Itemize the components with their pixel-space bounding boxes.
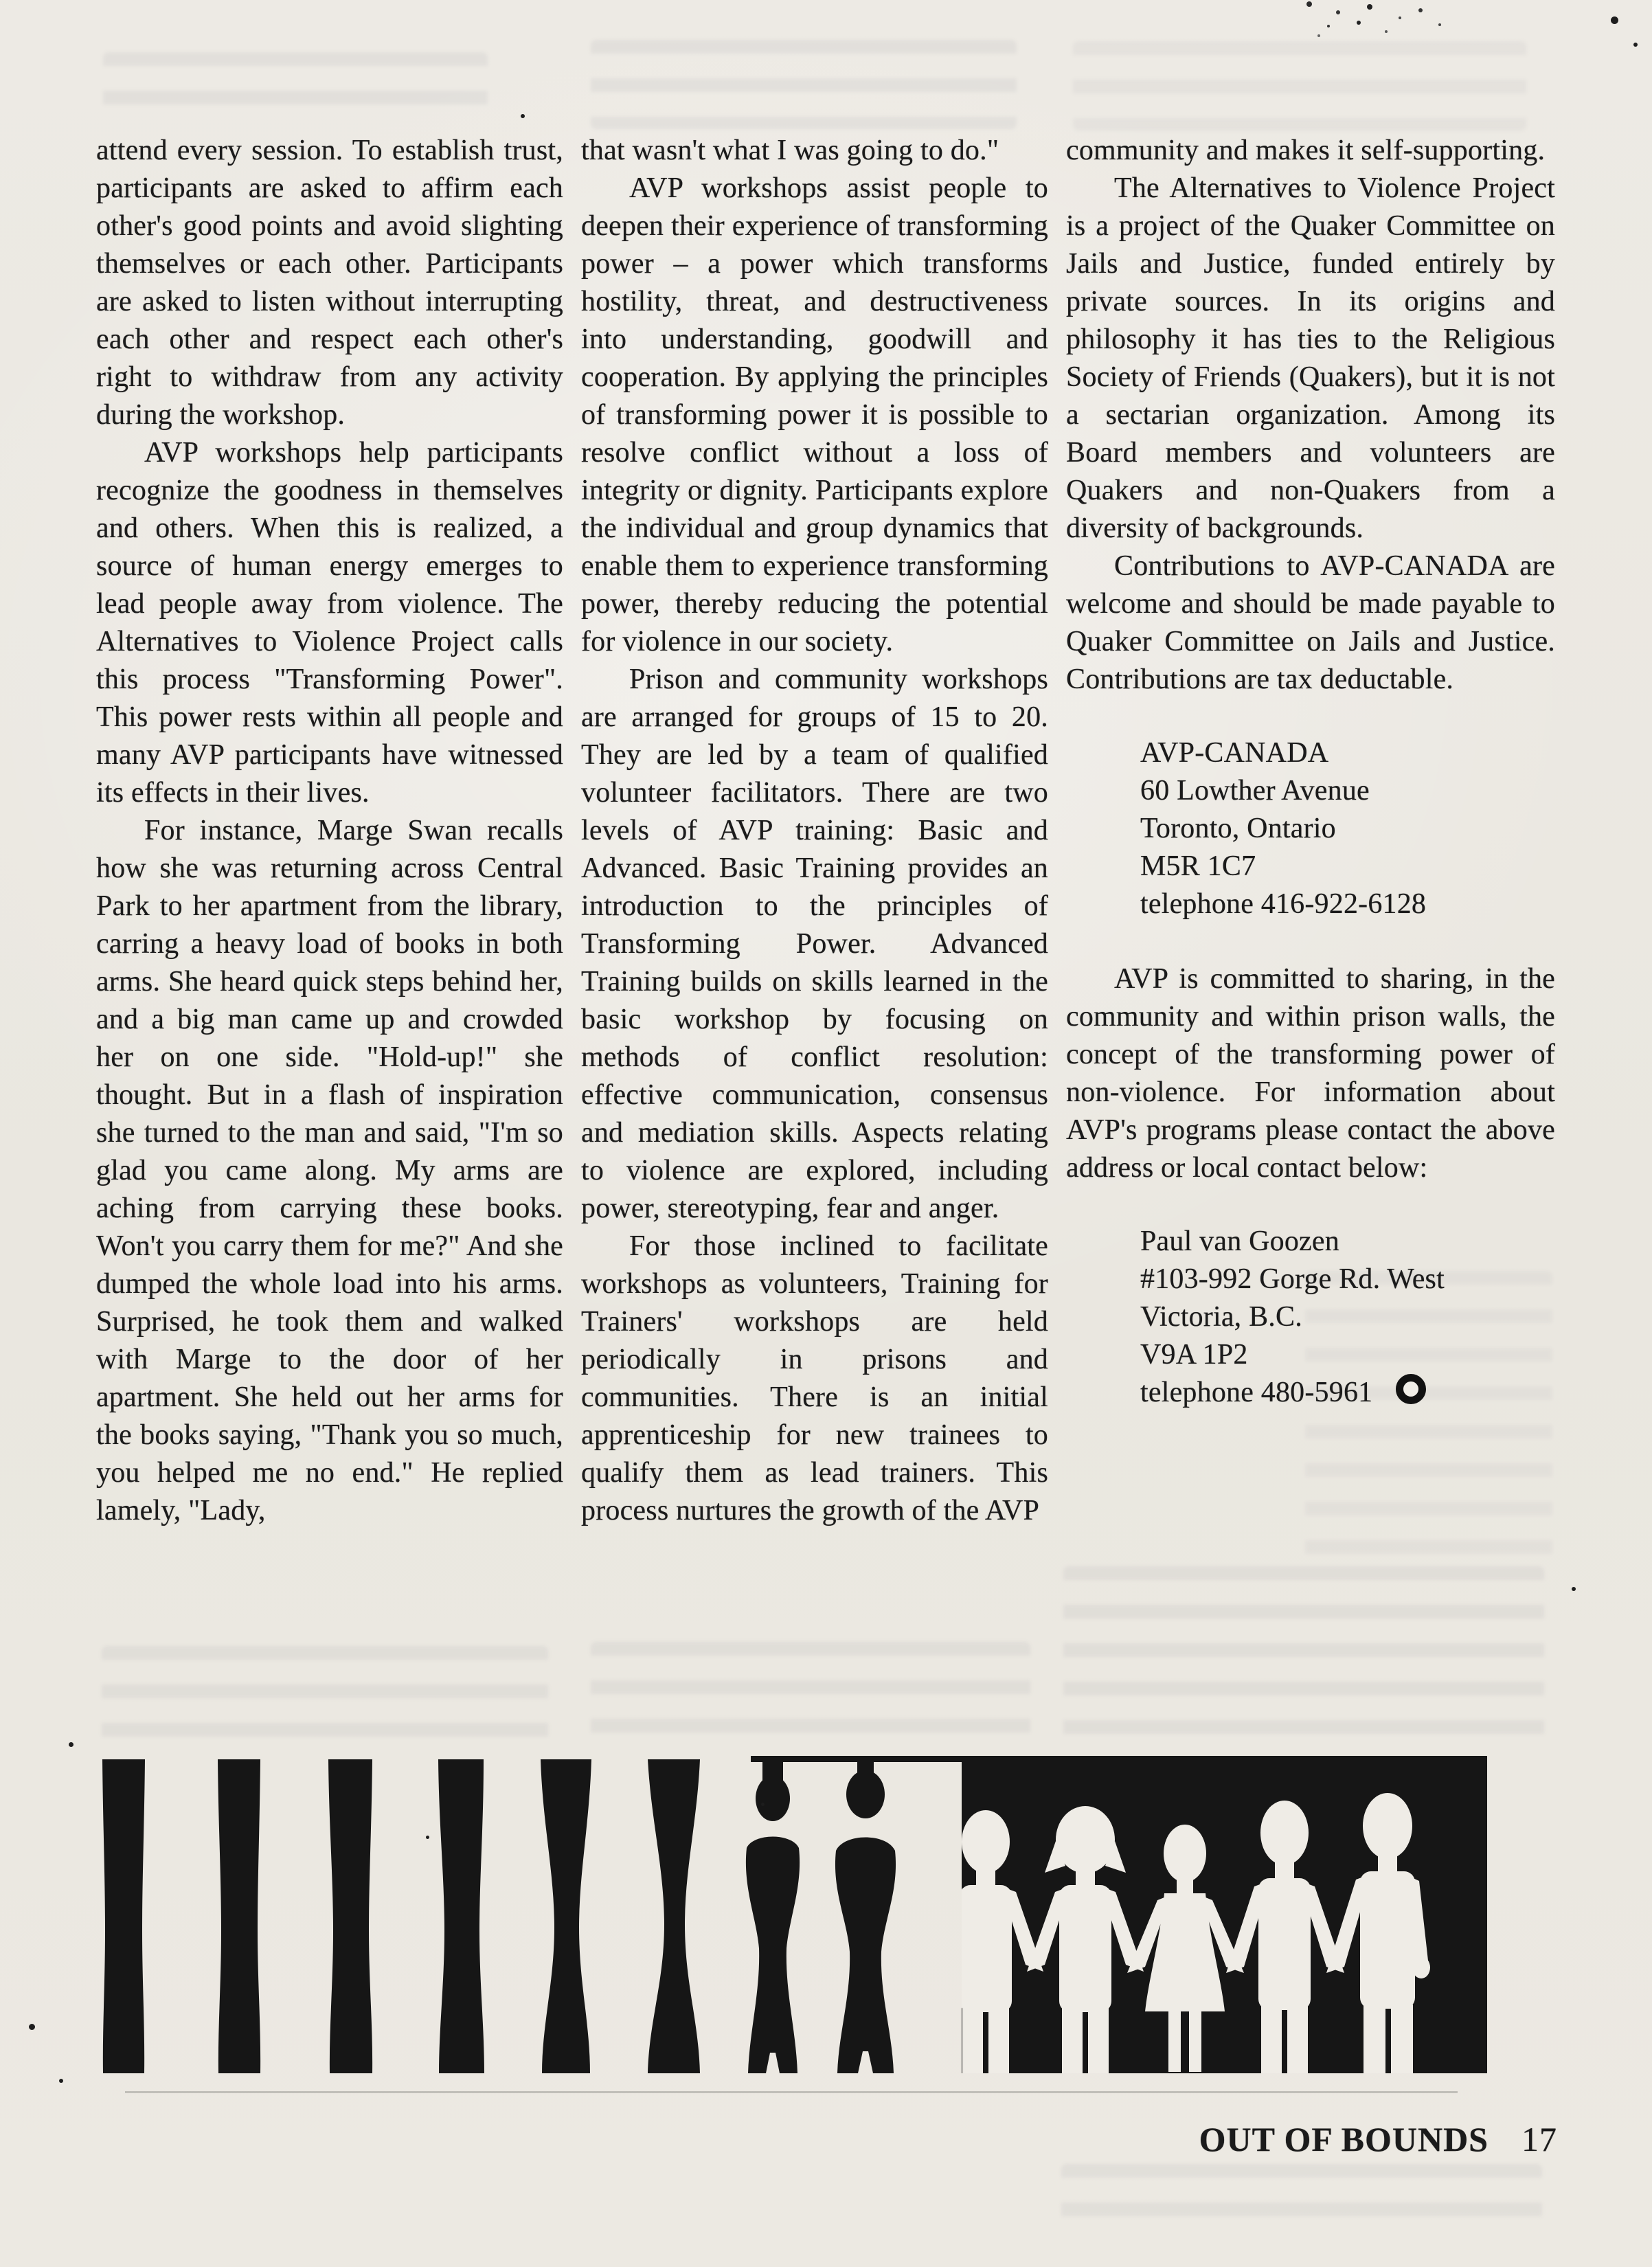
article-column-3 — [1066, 132, 1555, 1449]
scan-speckles — [1306, 1, 1312, 7]
paragraph: attend every session. To establish trust, participants are asked to affirm each other's good points and avoid slighting themselves or each other. Participants are asked to listen without interrupting each other and respect each other's right to withdraw from any activity during the workshop. — [96, 135, 563, 431]
contact-name: Paul van Goozen — [1140, 1226, 1339, 1257]
paragraph: Contributions to AVP-CANADA are welcome and should be made payable to Quaker Committee on Jails and Justice. Contributions are tax deductable. — [1066, 550, 1555, 695]
address-line: 60 Lowther Avenue — [1140, 775, 1370, 807]
bleed-through-artifact — [591, 40, 1017, 129]
scan-speck — [69, 1742, 73, 1747]
address-line: M5R 1C7 — [1140, 850, 1256, 882]
paragraph: AVP workshops help participants recognize the goodness in themselves and others. When this is realized, a source of human energy emerges to lead people away from violence. The Alternatives to Violence Project calls this process "Transforming Power". This power rests within all people and many AVP participants have witnessed its effects in their lives. — [96, 437, 563, 809]
paragraph: community and makes it self-supporting. — [1066, 135, 1546, 166]
address-phone: telephone 416-922-6128 — [1140, 888, 1427, 920]
scan-speck — [1611, 16, 1618, 24]
bleed-through-artifact — [1073, 41, 1526, 131]
paragraph: For instance, Marge Swan recalls how she was returning across Central Park to her apartment from the library, carring a heavy load of books in both arms. She heard quick steps behind her, and a big man came up and crowded her on one side. "Hold-up!" she thought. But in a flash of inspiration she turned to the man and said, "I'm so glad you came along. My arms are aching from carrying these books. Won't you carry them for me?" And she dumped the whole load into his arms. Surprised, he took them and walked with Marge to the door of her apartment. She held out her arms for the books saying, "Thank you so much, you helped me no end." He replied lamely, "Lady, — [96, 815, 563, 1526]
contact-line: Victoria, B.C. — [1140, 1301, 1302, 1333]
page-footer — [1199, 2120, 1557, 2158]
publication-title: OUT OF BOUNDS — [1199, 2120, 1489, 2158]
contact-phone-line — [1140, 1374, 1555, 1412]
article-column-2 — [581, 132, 1048, 1530]
paragraph: The Alternatives to Violence Project is a project of the Quaker Committee on Jails and Justice, funded entirely by private sources. In its origins and philosophy it has ties to the Religious Society of Friends (Quakers), but it is not a sectarian organization. Among its Board members and volunteers are Quakers and non-Quakers from a diversity of backgrounds. — [1066, 172, 1555, 544]
scan-speck — [59, 2079, 63, 2083]
scan-speck — [761, 1803, 765, 1806]
address-line: AVP-CANADA — [1140, 737, 1329, 769]
bleed-through-artifact — [103, 52, 488, 129]
paragraph: For those inclined to facilitate workshops as volunteers, Training for Trainers' workshops are held periodically in prisons and communities. There is an initial apprenticeship for new trainees to qualify them as lead trainers. This process nurtures the growth of the AVP — [581, 1230, 1048, 1526]
address-line: Toronto, Ontario — [1140, 813, 1336, 844]
article-column-1 — [96, 132, 563, 1530]
paragraph: Prison and community workshops are arranged for groups of 15 to 20. They are led by a team of qualified volunteer facilitators. There are two levels of AVP training: Basic and Advanced. Basic Training provides an introduction to the principles of Transforming Power. Advanced Training builds on skills learned in the basic workshop by focusing on methods of conflict resolution: effective communication, consensus and mediation skills. Aspects relating to violence are explored, including power, stereotyping, fear and anger. — [581, 664, 1048, 1224]
contact-line: V9A 1P2 — [1140, 1339, 1248, 1371]
bars-to-people-illustration — [93, 1756, 1559, 2079]
page-number: 17 — [1521, 2120, 1557, 2158]
bleed-through-artifact — [1063, 1566, 1544, 1745]
bleed-through-artifact — [102, 1646, 548, 1742]
bleed-through-artifact — [1061, 2164, 1542, 2226]
contact-phone: telephone 480-5961 — [1140, 1377, 1373, 1408]
contact-line: #103-992 Gorge Rd. West — [1140, 1263, 1445, 1295]
paragraph: that wasn't what I was going to do." — [581, 135, 999, 166]
bleed-through-artifact — [591, 1642, 1030, 1752]
scan-speck — [426, 1836, 429, 1839]
scan-speck — [29, 2024, 35, 2030]
paragraph: AVP is committed to sharing, in the community and within prison walls, the concept of the transforming power of non-violence. For information about AVP's programs please contact the above address or local contact below: — [1066, 963, 1555, 1184]
scan-speck — [521, 114, 525, 118]
paragraph: AVP workshops assist people to deepen their experience of transforming power – a power which transforms hostility, threat, and destructiveness into understanding, goodwill and cooperation. By applying the principles of transforming power it is possible to resolve conflict without a loss of integrity or dignity. Participants explore the individual and group dynamics that enable them to experience transforming power, thereby reducing the potential for violence in our society. — [581, 172, 1048, 657]
address-block — [1140, 734, 1555, 923]
end-of-article-ring-icon — [1396, 1374, 1426, 1404]
scan-speck — [1572, 1587, 1576, 1591]
illustration-underline — [125, 2091, 1458, 2093]
contact-block — [1140, 1223, 1555, 1412]
scan-speck — [1633, 43, 1638, 47]
